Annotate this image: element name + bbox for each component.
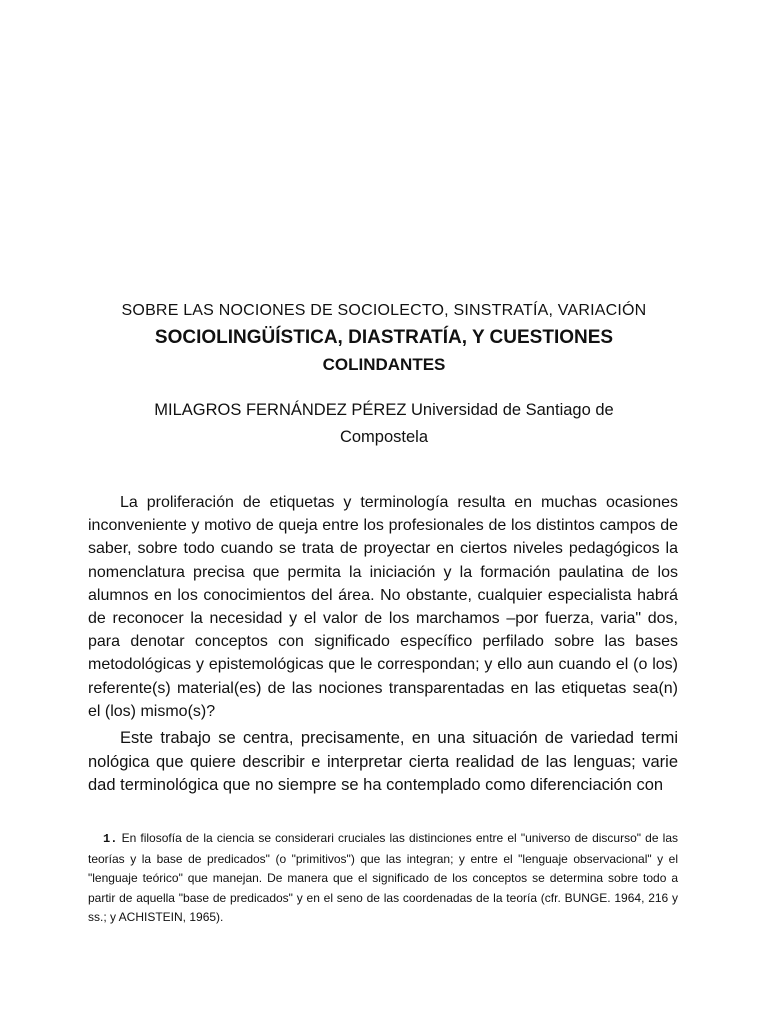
footnote-number: 1. <box>103 832 118 846</box>
body-paragraph-2: Este trabajo se centra, precisamente, en una situación de variedad termi nológica que quiere describir e interpretar cierta realidad de las lenguas; varie dad terminológica que no siempre se ha contemplado como diferenciación con <box>88 729 678 795</box>
title-line-2: SOCIOLINGÜÍSTICA, DIASTRATÍA, Y CUESTIONES <box>154 327 614 348</box>
body-text <box>88 491 678 798</box>
title-line-3: COLINDANTES <box>322 355 446 374</box>
author-line-2: Compostela <box>339 428 429 446</box>
author-line-1: MILAGROS FERNÁNDEZ PÉREZ Universidad de Santiago de <box>154 401 614 419</box>
title-line-1: SOBRE LAS NOCIONES DE SOCIOLECTO, SINSTRATÍA, VARIACIÓN <box>121 302 647 319</box>
body-paragraph-1: La proliferación de etiquetas y terminología resulta en muchas ocasiones inconveniente y motivo de queja entre los profesionales de los distintos campos de saber, sobre todo cuando se trata de proyectar en ciertos niveles pedagógicos la nomenclatura precisa que permita la iniciación y la formación paulatina de los alumnos en los conocimientos del área. No obstante, cualquier especialista habrá de reconocer la necesidad y el valor de los marchamos –por fuerza, varia" dos, para denotar conceptos con significado específico perfilado sobre las bases metodológicas y epistemológicas que le correspondan; y ello aun cuando el (o los) referente(s) material(es) de las nociones transparentadas en las etiquetas sea(n) el (los) mismo(s)? <box>88 494 678 720</box>
footnote-text: En filosofía de la ciencia se considerari cruciales las distinciones entre el "universo de discurso" de las teorías y la base de predicados" (o "primitivos") que las integran; y entre el "lenguaje observacional" y el "lenguaje teórico" que manejan. De manera que el significado de los conceptos se determina sobre todo a partir de aquella "base de predicados" y en el seno de las coordenadas de la teoría (cfr. BUNGE. 1964, 216 y ss.; y ACHISTEIN, 1965). <box>88 831 678 925</box>
footnote <box>88 829 678 928</box>
